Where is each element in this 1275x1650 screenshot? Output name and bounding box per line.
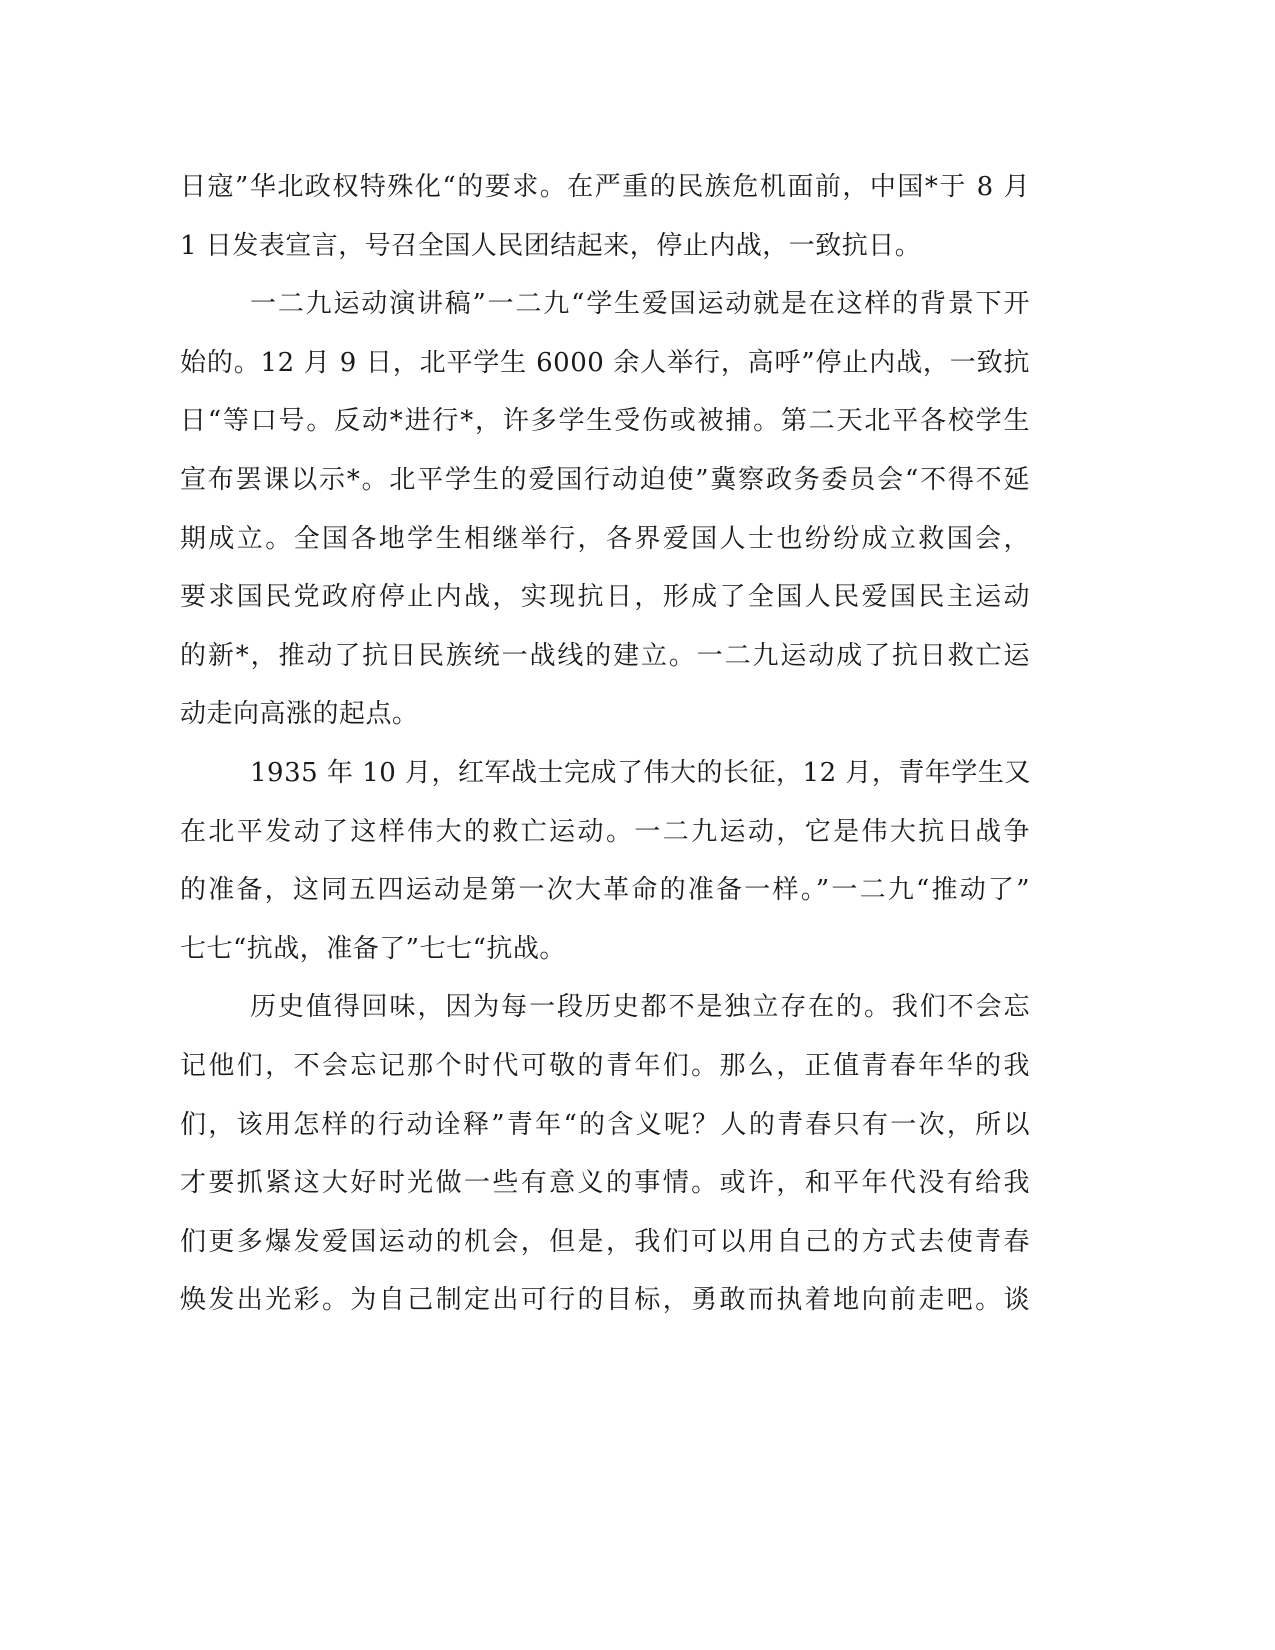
text-line: 日“等口号。反动*进行*，许多学生受伤或被捕。第二天北平各校学生 [180,406,1030,437]
text-line: 记他们，不会忘记那个时代可敬的青年们。那么，正值青春年华的我 [180,1050,1030,1081]
text-line: 才要抓紧这大好时光做一些有意义的事情。或许，和平年代没有给我 [180,1168,1030,1199]
text-line: 的新*，推动了抗日民族统一战线的建立。一二九运动成了抗日救亡运 [180,640,1030,671]
text-line: 们，该用怎样的行动诠释”青年“的含义呢？人的青春只有一次，所以 [180,1109,1030,1140]
text-line: 日寇”华北政权特殊化“的要求。在严重的民族危机面前，中国*于 8 月 [180,172,1030,202]
text-line: 宣布罢课以示*。北平学生的爱国行动迫使”冀察政务委员会“不得不延 [180,464,1030,495]
text-line: 焕发出光彩。为自己制定出可行的目标，勇敢而执着地向前走吧。谈 [180,1285,1030,1316]
text-line: 动走向高涨的起点。 [180,699,419,730]
text-line: 1 日发表宣言，号召全国人民团结起来，停止内战，一致抗日。 [180,230,922,261]
text-line: 们更多爆发爱国运动的机会，但是，我们可以用自己的方式去使青春 [180,1226,1030,1257]
body-text [180,158,1030,1330]
text-line: 1935 年 10 月，红军战士完成了伟大的长征，12 月，青年学生又 [250,757,1031,788]
text-line: 的准备，这同五四运动是第一次大革命的准备一样。”一二九“推动了” [180,875,1030,906]
text-line: 始的。12 月 9 日，北平学生 6000 余人举行，高呼”停止内战，一致抗 [180,347,1030,378]
text-line: 一二九运动演讲稿”一二九“学生爱国运动就是在这样的背景下开 [250,289,1030,320]
text-line: 历史值得回味，因为每一段历史都不是独立存在的。我们不会忘 [250,992,1030,1023]
text-line: 要求国民党政府停止内战，实现抗日，形成了全国人民爱国民主运动 [180,582,1030,613]
text-line: 七七“抗战，准备了”七七“抗战。 [180,933,566,964]
text-line: 期成立。全国各地学生相继举行，各界爱国人士也纷纷成立救国会， [180,523,1030,554]
text-line: 在北平发动了这样伟大的救亡运动。一二九运动，它是伟大抗日战争 [180,816,1030,847]
